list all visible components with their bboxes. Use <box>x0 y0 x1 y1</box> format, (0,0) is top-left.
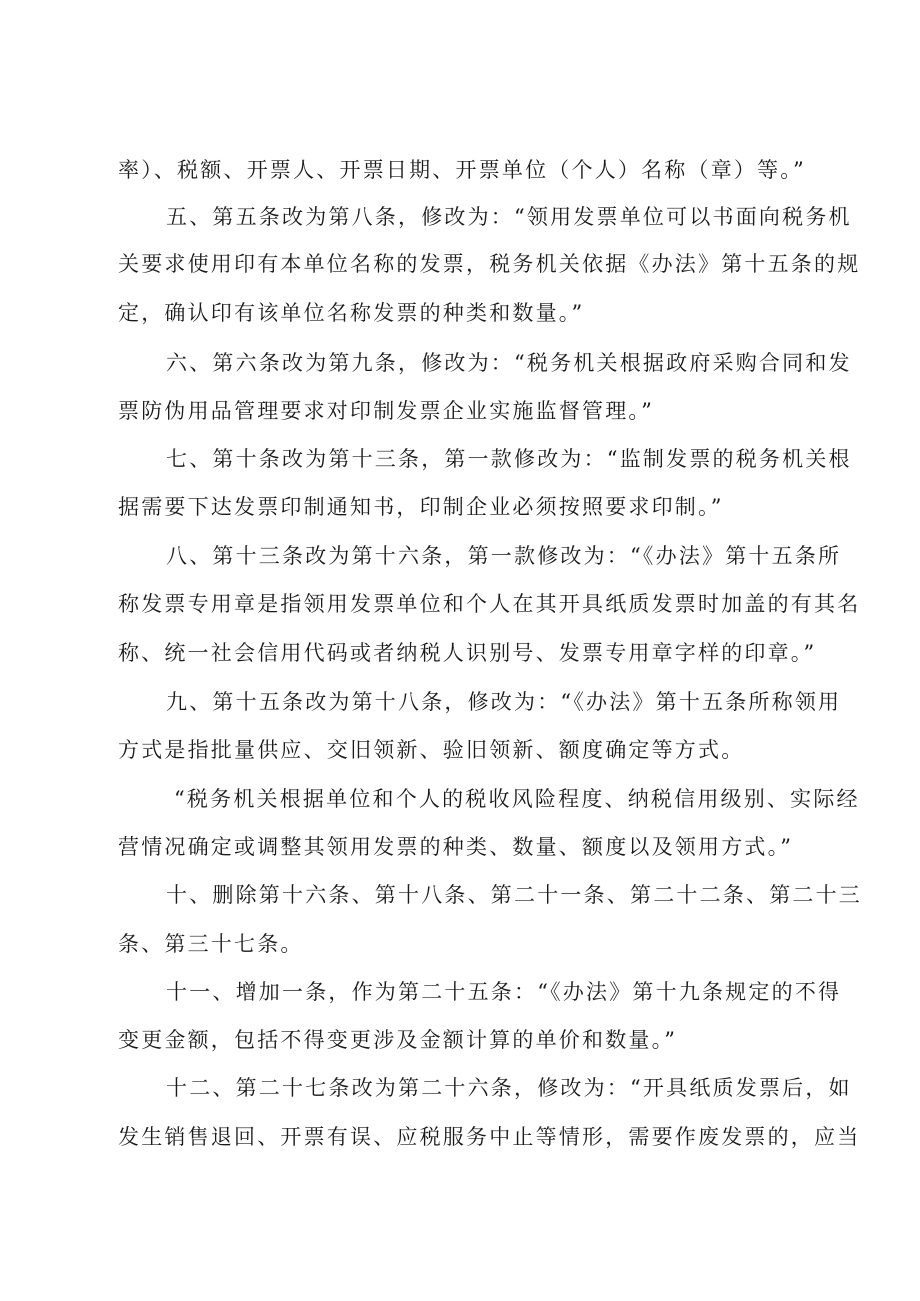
text-line: 七、第十条改为第十三条，第一款修改为：“监制发票的税务机关根 <box>166 447 852 471</box>
text-line: 据需要下达发票印制通知书，印制企业必须按照要求印制。” <box>118 495 724 519</box>
text-line: 十一、增加一条，作为第二十五条：“《办法》第十九条规定的不得 <box>166 980 842 1004</box>
text-line: 关要求使用印有本单位名称的发票，税务机关依据《办法》第十五条的规 <box>118 252 861 276</box>
text-line: 称发票专用章是指领用发票单位和个人在其开具纸质发票时加盖的有其名 <box>118 592 861 616</box>
text-line: 五、第五条改为第八条，修改为：“领用发票单位可以书面向税务机 <box>166 205 852 229</box>
text-line: 定，确认印有该单位名称发票的种类和数量。” <box>118 301 585 325</box>
text-line: 率）、税额、开票人、开票日期、开票单位（个人）名称（章）等。” <box>118 158 806 182</box>
text-line: “税务机关根据单位和个人的税收风险程度、纳税信用级别、实际经 <box>174 787 860 811</box>
text-line: 条、第三十七条。 <box>118 932 304 956</box>
text-line: 发生销售退回、开票有误、应税服务中止等情形，需要作废发票的，应当 <box>118 1125 861 1149</box>
text-line: 称、统一社会信用代码或者纳税人识别号、发票专用章字样的印章。” <box>118 641 817 665</box>
text-line: 十、删除第十六条、第十八条、第二十一条、第二十二条、第二十三 <box>166 883 862 907</box>
text-line: 十二、第二十七条改为第二十六条，修改为：“开具纸质发票后，如 <box>166 1076 852 1100</box>
text-line: 九、第十五条改为第十八条，修改为：“《办法》第十五条所称领用 <box>166 690 842 714</box>
text-line: 变更金额，包括不得变更涉及金额计算的单价和数量。” <box>118 1028 678 1052</box>
text-line: 营情况确定或调整其领用发票的种类、数量、额度以及领用方式。” <box>118 835 794 859</box>
text-line: 票防伪用品管理要求对印制发票企业实施监督管理。” <box>118 399 655 423</box>
text-line: 方式是指批量供应、交旧领新、验旧领新、额度确定等方式。 <box>118 738 745 762</box>
text-line: 八、第十三条改为第十六条，第一款修改为：“《办法》第十五条所 <box>166 544 842 568</box>
text-line: 六、第六条改为第九条，修改为：“税务机关根据政府采购合同和发 <box>166 351 852 375</box>
